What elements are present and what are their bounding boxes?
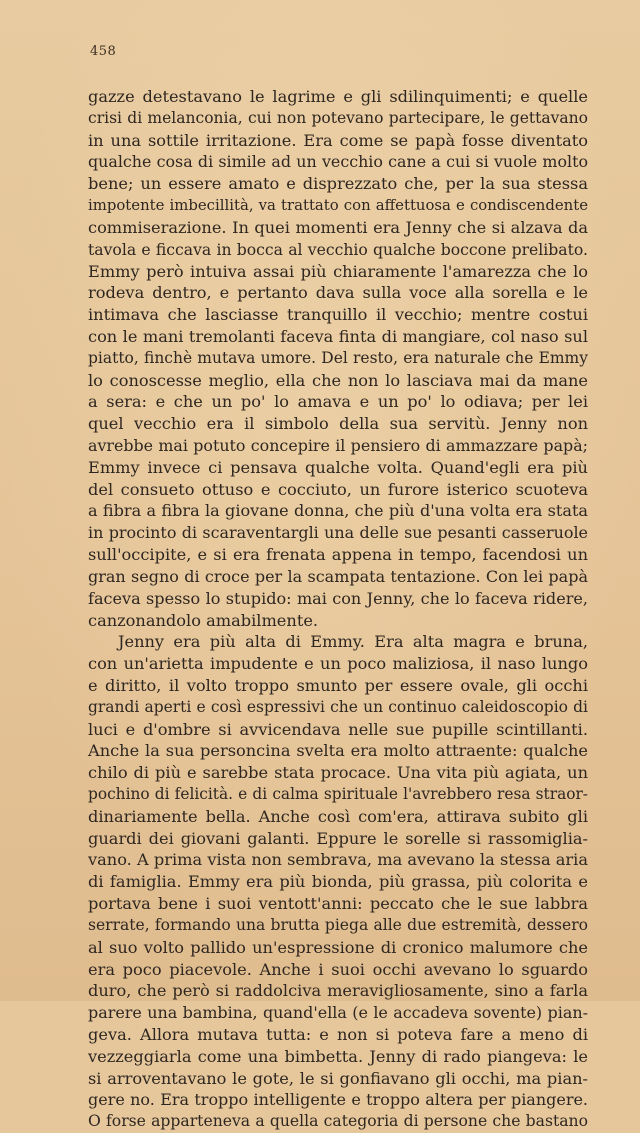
text-line: duro, che però si raddolciva meravigliosamente, sino a farla — [88, 981, 588, 1001]
text-line: con le mani tremolanti faceva finta di mangiare, col naso sul — [88, 326, 588, 346]
text-line: Jenny era più alta di Emmy. Era alta magra e bruna, — [118, 632, 588, 652]
text-line: quel vecchio era il simbolo della sua servitù. Jenny non — [88, 414, 588, 434]
text-line: portava bene i suoi ventott'anni: peccato che le sue labbra — [88, 894, 588, 914]
text-line: gere no. Era troppo intelligente e troppo altera per piangere. — [88, 1090, 588, 1110]
text-line: con un'arietta impudente e un poco maliziosa, il naso lungo — [88, 654, 588, 674]
text-line: vano. A prima vista non sembrava, ma avevano la stessa aria — [88, 850, 588, 870]
text-line: sull'occipite, e si era frenata appena in tempo, facendosi un — [88, 545, 588, 565]
text-line: crisi di melanconia, cui non potevano partecipare, le gettavano — [88, 108, 588, 127]
text-line: guardi dei giovani galanti. Eppure le sorelle si rassomiglia- — [88, 828, 588, 848]
text-line: in una sottile irritazione. Era come se papà fosse diventato — [88, 130, 588, 150]
text-line: pochino di felicità. e di calma spirituale l'avrebbero resa straor- — [88, 785, 588, 803]
text-line: in procinto di scaraventargli una delle sue pesanti casseruole — [88, 523, 588, 543]
text-line: luci e d'ombre si avvicendava nelle sue pupille scintillanti. — [88, 719, 588, 739]
text-line: era poco piacevole. Anche i suoi occhi avevano lo sguardo — [88, 959, 588, 979]
body-text — [88, 86, 588, 1133]
text-line: al suo volto pallido un'espressione di cronico malumore che — [88, 937, 588, 957]
text-line: geva. Allora mutava tutta: e non si poteva fare a meno di — [88, 1024, 588, 1044]
text-line: impotente imbecillità, va trattato con affettuosa e condiscendente — [88, 196, 588, 215]
text-line: a fibra a fibra la giovane donna, che più d'una volta era stata — [88, 501, 588, 521]
text-line: gran segno di croce per la scampata tentazione. Con lei papà — [88, 566, 588, 586]
text-line: bene; un essere amato e disprezzato che, per la sua stessa — [88, 174, 588, 194]
text-line: piatto, finchè mutava umore. Del resto, era naturale che Emmy — [88, 348, 588, 367]
text-line: parere una bambina, quand'ella (e le accadeva sovente) pian- — [88, 1003, 588, 1023]
text-line: grandi aperti e così espressivi che un continuo caleidoscopio di — [88, 697, 588, 716]
text-line: tavola e ficcava in bocca al vecchio qualche boccone prelibato. — [88, 239, 588, 259]
text-line: lo conoscesse meglio, ella che non lo lasciava mai da mane — [88, 370, 588, 390]
text-line: gazze detestavano le lagrime e gli sdilinquimenti; e quelle — [88, 87, 588, 106]
text-line: commiserazione. In quei momenti era Jenny che si alzava da — [88, 217, 588, 237]
text-line: di famiglia. Emmy era più bionda, più grassa, più colorita e — [88, 872, 588, 892]
text-line: avrebbe mai potuto concepire il pensiero di ammazzare papà; — [88, 436, 588, 455]
text-line: si arroventavano le gote, le si gonfiavano gli occhi, ma pian- — [88, 1068, 588, 1088]
text-line: rodeva dentro, e pertanto dava sulla voce alla sorella e le — [88, 283, 588, 303]
text-line: qualche cosa di simile ad un vecchio cane a cui si vuole molto — [88, 152, 588, 172]
text-line: a sera: e che un po' lo amava e un po' lo odiava; per lei — [88, 392, 588, 412]
text-line: vezzeggiarla come una bimbetta. Jenny di rado piangeva: le — [88, 1046, 588, 1066]
text-line: O forse apparteneva a quella categoria di persone che bastano — [88, 1112, 588, 1131]
text-line: Emmy però intuiva assai più chiaramente l'amarezza che lo — [88, 261, 588, 281]
text-line: Emmy invece ci pensava qualche volta. Quand'egli era più — [88, 457, 588, 477]
text-line: del consueto ottuso e cocciuto, un furore isterico scuoteva — [88, 479, 588, 499]
text-line: canzonandolo amabilmente. — [88, 610, 319, 630]
text-line: intimava che lasciasse tranquillo il vecchio; mentre costui — [88, 305, 588, 325]
text-line: dinariamente bella. Anche così com'era, attirava subito gli — [88, 806, 588, 826]
text-line: faceva spesso lo stupido: mai con Jenny, che lo faceva ridere, — [88, 588, 588, 608]
text-line: chilo di più e sarebbe stata procace. Una vita più agiata, un — [88, 763, 588, 783]
text-line: Anche la sua personcina svelta era molto attraente: qualche — [88, 741, 588, 761]
text-line: serrate, formando una brutta piega alle due estremità, dessero — [88, 915, 588, 934]
text-line: e diritto, il volto troppo smunto per essere ovale, gli occhi — [88, 675, 588, 695]
page-number: 458 — [90, 44, 117, 59]
